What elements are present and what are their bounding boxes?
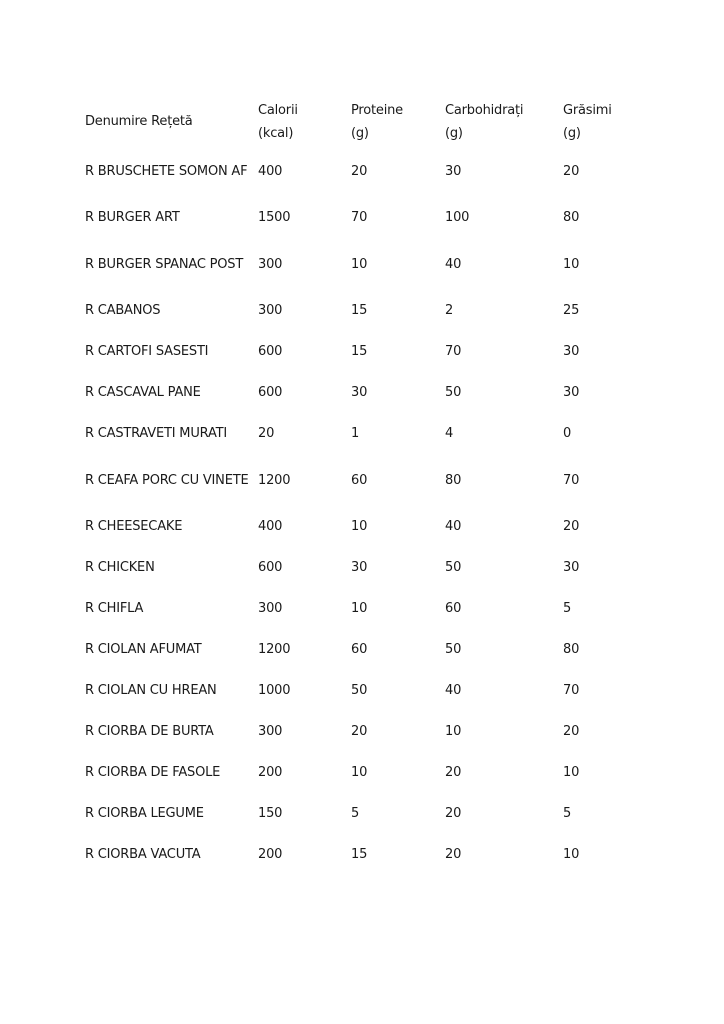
carbs-cell: 4 bbox=[445, 426, 454, 441]
carbs-cell: 30 bbox=[445, 163, 462, 179]
recipe-name-cell: R CHIFLA bbox=[85, 601, 144, 616]
fat-cell: 80 bbox=[563, 210, 580, 225]
calories-cell: 400 bbox=[258, 519, 283, 534]
calories-cell: 300 bbox=[258, 303, 283, 318]
table-row bbox=[85, 793, 643, 834]
fat-cell: 70 bbox=[563, 683, 580, 698]
carbs-cell: 100 bbox=[445, 210, 470, 225]
table-header-row bbox=[85, 98, 643, 145]
header-protein: Proteine (g) bbox=[351, 102, 403, 141]
table-row bbox=[85, 197, 643, 238]
calories-cell: 20 bbox=[258, 426, 275, 441]
fat-cell: 20 bbox=[563, 519, 580, 534]
recipe-name-cell: R CASTRAVETI MURATI bbox=[85, 426, 228, 441]
fat-cell: 30 bbox=[563, 344, 580, 359]
table-row bbox=[85, 752, 643, 793]
protein-cell: 5 bbox=[351, 806, 360, 821]
protein-cell: 1 bbox=[351, 426, 360, 441]
protein-cell: 60 bbox=[351, 472, 368, 488]
recipe-name-cell: R CHEESECAKE bbox=[85, 519, 183, 534]
protein-cell: 30 bbox=[351, 560, 368, 575]
calories-cell: 150 bbox=[258, 806, 283, 821]
calories-cell: 1200 bbox=[258, 472, 291, 488]
fat-cell: 10 bbox=[563, 256, 580, 272]
table-row bbox=[85, 629, 643, 670]
calories-cell: 1200 bbox=[258, 642, 291, 657]
protein-cell: 10 bbox=[351, 601, 368, 616]
calories-cell: 200 bbox=[258, 847, 283, 862]
protein-cell: 10 bbox=[351, 256, 368, 272]
calories-cell: 400 bbox=[258, 163, 283, 179]
carbs-cell: 50 bbox=[445, 560, 462, 575]
carbs-cell: 20 bbox=[445, 765, 462, 780]
recipe-name-cell: R CABANOS bbox=[85, 303, 161, 318]
recipe-name-cell: R BURGER SPANAC POST bbox=[85, 256, 244, 272]
carbs-cell: 10 bbox=[445, 724, 462, 739]
table-row bbox=[85, 145, 643, 197]
protein-cell: 70 bbox=[351, 210, 368, 225]
carbs-cell: 50 bbox=[445, 642, 462, 657]
carbs-cell: 40 bbox=[445, 519, 462, 534]
calories-cell: 600 bbox=[258, 385, 283, 400]
recipe-name-cell: R CEAFA PORC CU VINETE bbox=[85, 472, 249, 488]
recipe-name-cell: R CIORBA DE BURTA bbox=[85, 724, 214, 739]
table-row bbox=[85, 506, 643, 547]
fat-cell: 10 bbox=[563, 847, 580, 862]
carbs-cell: 20 bbox=[445, 806, 462, 821]
table-row bbox=[85, 547, 643, 588]
calories-cell: 600 bbox=[258, 344, 283, 359]
calories-cell: 300 bbox=[258, 256, 283, 272]
recipe-name-cell: R CIORBA LEGUME bbox=[85, 806, 204, 821]
protein-cell: 15 bbox=[351, 303, 368, 318]
nutrition-table bbox=[85, 98, 643, 875]
protein-cell: 10 bbox=[351, 765, 368, 780]
header-calories: Calorii (kcal) bbox=[258, 102, 298, 141]
protein-cell: 20 bbox=[351, 724, 368, 739]
recipe-name-cell: R CHICKEN bbox=[85, 560, 155, 575]
header-carbs: Carbohidrați (g) bbox=[445, 102, 524, 141]
fat-cell: 5 bbox=[563, 601, 572, 616]
calories-cell: 300 bbox=[258, 724, 283, 739]
table-row bbox=[85, 588, 643, 629]
calories-cell: 1000 bbox=[258, 683, 291, 698]
header-recipe-name: Denumire Rețetă bbox=[85, 114, 193, 129]
fat-cell: 30 bbox=[563, 560, 580, 575]
calories-cell: 1500 bbox=[258, 210, 291, 225]
recipe-name-cell: R CARTOFI SASESTI bbox=[85, 344, 209, 359]
table-row bbox=[85, 711, 643, 752]
protein-cell: 50 bbox=[351, 683, 368, 698]
recipe-name-cell: R CIORBA VACUTA bbox=[85, 847, 201, 862]
table-row bbox=[85, 670, 643, 711]
table-row bbox=[85, 331, 643, 372]
fat-cell: 70 bbox=[563, 472, 580, 488]
table-body bbox=[85, 145, 643, 875]
fat-cell: 20 bbox=[563, 163, 580, 179]
table-row bbox=[85, 372, 643, 413]
carbs-cell: 20 bbox=[445, 847, 462, 862]
fat-cell: 25 bbox=[563, 303, 580, 318]
fat-cell: 10 bbox=[563, 765, 580, 780]
fat-cell: 30 bbox=[563, 385, 580, 400]
recipe-name-cell: R CIORBA DE FASOLE bbox=[85, 765, 221, 780]
table-row bbox=[85, 290, 643, 331]
protein-cell: 30 bbox=[351, 385, 368, 400]
header-fat: Grăsimi (g) bbox=[563, 102, 612, 141]
protein-cell: 20 bbox=[351, 163, 368, 179]
table-row bbox=[85, 413, 643, 454]
fat-cell: 0 bbox=[563, 426, 572, 441]
carbs-cell: 40 bbox=[445, 683, 462, 698]
carbs-cell: 70 bbox=[445, 344, 462, 359]
calories-cell: 600 bbox=[258, 560, 283, 575]
table-row bbox=[85, 834, 643, 875]
protein-cell: 60 bbox=[351, 642, 368, 657]
calories-cell: 300 bbox=[258, 601, 283, 616]
carbs-cell: 40 bbox=[445, 256, 462, 272]
protein-cell: 10 bbox=[351, 519, 368, 534]
fat-cell: 20 bbox=[563, 724, 580, 739]
fat-cell: 80 bbox=[563, 642, 580, 657]
recipe-name-cell: R CIOLAN CU HREAN bbox=[85, 683, 217, 698]
recipe-name-cell: R BURGER ART bbox=[85, 210, 180, 225]
recipe-name-cell: R CIOLAN AFUMAT bbox=[85, 642, 202, 657]
recipe-name-cell: R CASCAVAL PANE bbox=[85, 385, 201, 400]
fat-cell: 5 bbox=[563, 806, 572, 821]
table-row bbox=[85, 238, 643, 290]
protein-cell: 15 bbox=[351, 847, 368, 862]
carbs-cell: 60 bbox=[445, 601, 462, 616]
carbs-cell: 50 bbox=[445, 385, 462, 400]
carbs-cell: 80 bbox=[445, 472, 462, 488]
recipe-name-cell: R BRUSCHETE SOMON AF bbox=[85, 163, 248, 179]
carbs-cell: 2 bbox=[445, 303, 454, 318]
table-row bbox=[85, 454, 643, 506]
calories-cell: 200 bbox=[258, 765, 283, 780]
protein-cell: 15 bbox=[351, 344, 368, 359]
